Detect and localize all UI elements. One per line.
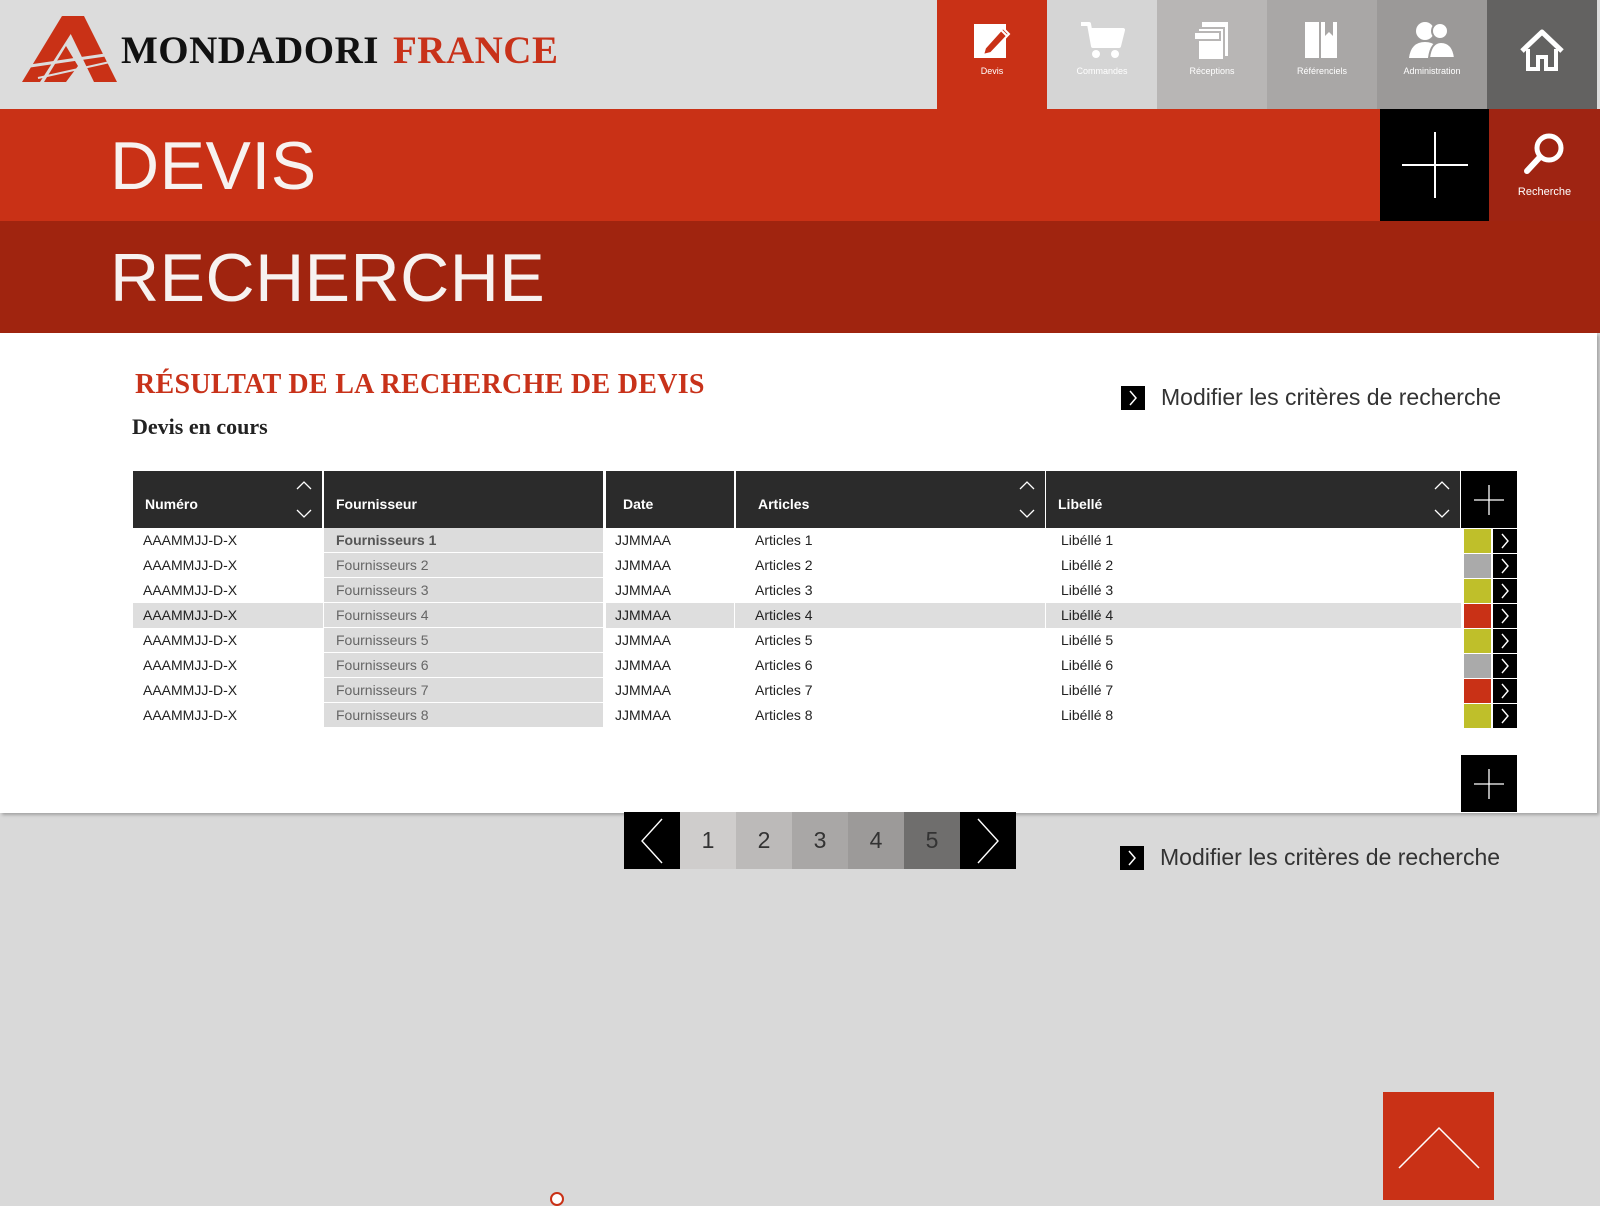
column-header-date[interactable] — [606, 471, 734, 528]
cell-numero: AAAMMJJ-D-X — [143, 707, 238, 723]
cell-date: JJMMAA — [615, 632, 671, 648]
nav-devis[interactable] — [937, 0, 1047, 109]
cell-articles: Articles 3 — [755, 582, 813, 598]
cell-libelle: Libéllé 1 — [1061, 532, 1114, 548]
sort-up-icon[interactable] — [1434, 481, 1450, 490]
cell-date: JJMMAA — [615, 707, 671, 723]
nav-receptions[interactable] — [1157, 0, 1267, 109]
cell-fournisseur: Fournisseurs 6 — [324, 653, 603, 677]
page-header — [0, 221, 1600, 333]
chevron-right-icon — [1500, 708, 1510, 724]
plus-icon — [1474, 769, 1504, 799]
status-indicator — [1464, 554, 1491, 578]
row-open-button[interactable] — [1493, 529, 1517, 553]
cell-fournisseur: Fournisseurs 8 — [324, 703, 603, 727]
nav-administration-label: Administration — [1403, 66, 1461, 76]
cell-fournisseur: Fournisseurs 4 — [324, 603, 603, 627]
row-open-button[interactable] — [1493, 554, 1517, 578]
sort-up-icon[interactable] — [296, 481, 312, 490]
chevron-right-icon — [1500, 558, 1510, 574]
cell-fournisseur: Fournisseurs 7 — [324, 678, 603, 702]
logo-word-mondadori: MONDADORI — [121, 28, 379, 72]
cell-articles: Articles 5 — [755, 632, 813, 648]
pagination — [624, 812, 1016, 869]
table-row[interactable] — [133, 628, 1517, 653]
cell-libelle: Libéllé 4 — [1046, 603, 1461, 628]
plus-icon — [1474, 485, 1504, 515]
page-5-button[interactable]: 5 — [904, 812, 960, 869]
logo-wordmark — [121, 28, 558, 73]
nav-referenciels[interactable] — [1267, 0, 1377, 109]
scroll-indicator-dot — [550, 1192, 564, 1206]
cell-date: JJMMAA — [615, 682, 671, 698]
plus-icon — [1402, 132, 1468, 198]
nav-commandes-label: Commandes — [1076, 66, 1128, 76]
search-icon — [1523, 131, 1567, 180]
table-row[interactable] — [133, 653, 1517, 678]
page-3-button[interactable]: 3 — [792, 812, 848, 869]
cell-articles: Articles 4 — [735, 603, 1045, 628]
cell-fournisseur: Fournisseurs 1 — [324, 528, 603, 552]
table-row[interactable] — [133, 553, 1517, 578]
cell-articles: Articles 6 — [755, 657, 813, 673]
cell-numero: AAAMMJJ-D-X — [143, 657, 238, 673]
cell-libelle: Libéllé 6 — [1061, 657, 1114, 673]
results-subtitle: Devis en cours — [132, 414, 268, 439]
chevron-right-icon — [1500, 533, 1510, 549]
cart-icon — [1079, 18, 1125, 62]
back-to-top-button[interactable] — [1383, 1092, 1494, 1200]
modify-criteria-label: Modifier les critères de recherche — [1160, 844, 1501, 870]
users-icon — [1407, 18, 1457, 62]
cell-articles: Articles 8 — [755, 707, 813, 723]
nav-commandes[interactable] — [1047, 0, 1157, 109]
row-open-button[interactable] — [1493, 604, 1517, 628]
mondadori-logo[interactable] — [22, 16, 558, 84]
status-indicator — [1464, 704, 1491, 728]
cell-fournisseur: Fournisseurs 3 — [324, 578, 603, 602]
sort-down-icon[interactable] — [1019, 509, 1035, 518]
nav-administration[interactable] — [1377, 0, 1487, 109]
home-icon — [1520, 28, 1564, 72]
column-header-label: Date — [623, 496, 654, 512]
row-open-button[interactable] — [1493, 629, 1517, 653]
table-row[interactable] — [133, 578, 1517, 603]
chevron-right-icon — [1120, 846, 1144, 870]
results-title: RÉSULTAT DE LA RECHERCHE DE DEVIS — [135, 369, 705, 400]
column-header-articles[interactable] — [736, 471, 1045, 528]
cell-fournisseur: Fournisseurs 5 — [324, 628, 603, 652]
table-row[interactable] — [133, 703, 1517, 728]
cell-articles: Articles 7 — [755, 682, 813, 698]
column-header-label: Numéro — [145, 496, 198, 512]
modify-criteria-link-bottom[interactable] — [1120, 844, 1500, 871]
sort-up-icon[interactable] — [1019, 481, 1035, 490]
sort-down-icon[interactable] — [1434, 509, 1450, 518]
nav-receptions-label: Réceptions — [1189, 66, 1235, 76]
cell-date: JJMMAA — [615, 657, 671, 673]
chevron-right-icon — [1121, 386, 1145, 410]
chevron-right-icon — [1500, 583, 1510, 599]
column-header-label: Articles — [758, 496, 810, 512]
chevron-right-icon — [976, 818, 1000, 864]
main-nav — [937, 0, 1597, 109]
nav-home[interactable] — [1487, 0, 1597, 109]
nav-referenciels-label: Référenciels — [1296, 66, 1348, 76]
nav-devis-label: Devis — [980, 66, 1004, 76]
status-indicator — [1464, 629, 1491, 653]
cell-date: JJMMAA — [615, 582, 671, 598]
row-open-button[interactable] — [1493, 654, 1517, 678]
column-header-label: Libellé — [1058, 496, 1103, 512]
cell-articles: Articles 2 — [755, 557, 813, 573]
prev-page-button[interactable] — [624, 812, 680, 869]
column-header-numero[interactable] — [133, 471, 322, 528]
page-4-button[interactable]: 4 — [848, 812, 904, 869]
modify-criteria-label: Modifier les critères de recherche — [1161, 384, 1502, 410]
cell-date: JJMMAA — [606, 603, 734, 628]
row-open-button[interactable] — [1493, 579, 1517, 603]
chevron-up-icon — [1397, 1126, 1481, 1170]
column-header-libelle[interactable] — [1046, 471, 1460, 528]
chevron-right-icon — [1500, 633, 1510, 649]
cell-date: JJMMAA — [615, 532, 671, 548]
documents-icon — [1192, 18, 1232, 62]
status-indicator — [1464, 529, 1491, 553]
cell-date: JJMMAA — [615, 557, 671, 573]
add-devis-header-button[interactable] — [1461, 471, 1517, 528]
status-indicator — [1464, 679, 1491, 703]
cell-libelle: Libéllé 8 — [1061, 707, 1114, 723]
cell-numero: AAAMMJJ-D-X — [133, 603, 323, 628]
cell-numero: AAAMMJJ-D-X — [143, 632, 238, 648]
table-row[interactable] — [133, 528, 1517, 553]
status-indicator — [1464, 579, 1491, 603]
new-devis-button[interactable] — [1380, 109, 1489, 221]
table-row[interactable] — [133, 603, 1517, 628]
status-indicator — [1464, 654, 1491, 678]
modify-criteria-link-top[interactable] — [1121, 384, 1501, 411]
column-header-fournisseur[interactable] — [324, 471, 603, 528]
results-panel — [0, 333, 1597, 813]
add-devis-button[interactable] — [1461, 755, 1517, 812]
row-open-button[interactable] — [1493, 679, 1517, 703]
cell-fournisseur: Fournisseurs 2 — [324, 553, 603, 577]
logo-word-france: FRANCE — [392, 28, 559, 72]
cell-articles: Articles 1 — [755, 532, 813, 548]
page-title: RECHERCHE — [110, 240, 546, 316]
cell-numero: AAAMMJJ-D-X — [143, 532, 238, 548]
cell-numero: AAAMMJJ-D-X — [143, 582, 238, 598]
column-header-label: Fournisseur — [336, 496, 417, 512]
cell-libelle: Libéllé 7 — [1061, 682, 1114, 698]
top-bar — [0, 0, 1600, 109]
edit-icon — [973, 18, 1011, 62]
section-header — [0, 109, 1600, 221]
sort-down-icon[interactable] — [296, 509, 312, 518]
next-page-button[interactable] — [960, 812, 1016, 869]
chevron-left-icon — [640, 818, 664, 864]
status-indicator — [1464, 604, 1491, 628]
page-1-button[interactable]: 1 — [680, 812, 736, 869]
search-tab-label: Recherche — [1517, 186, 1572, 198]
page-2-button[interactable]: 2 — [736, 812, 792, 869]
section-title: DEVIS — [110, 128, 317, 204]
search-tab[interactable] — [1489, 109, 1600, 221]
table-row[interactable] — [133, 678, 1517, 703]
mondadori-rose-icon — [22, 16, 117, 84]
chevron-right-icon — [1500, 608, 1510, 624]
cell-numero: AAAMMJJ-D-X — [143, 682, 238, 698]
book-icon — [1303, 18, 1341, 62]
chevron-right-icon — [1500, 683, 1510, 699]
cell-libelle: Libéllé 5 — [1061, 632, 1114, 648]
cell-numero: AAAMMJJ-D-X — [143, 557, 238, 573]
cell-libelle: Libéllé 3 — [1061, 582, 1114, 598]
chevron-right-icon — [1500, 658, 1510, 674]
cell-libelle: Libéllé 2 — [1061, 557, 1114, 573]
row-open-button[interactable] — [1493, 704, 1517, 728]
